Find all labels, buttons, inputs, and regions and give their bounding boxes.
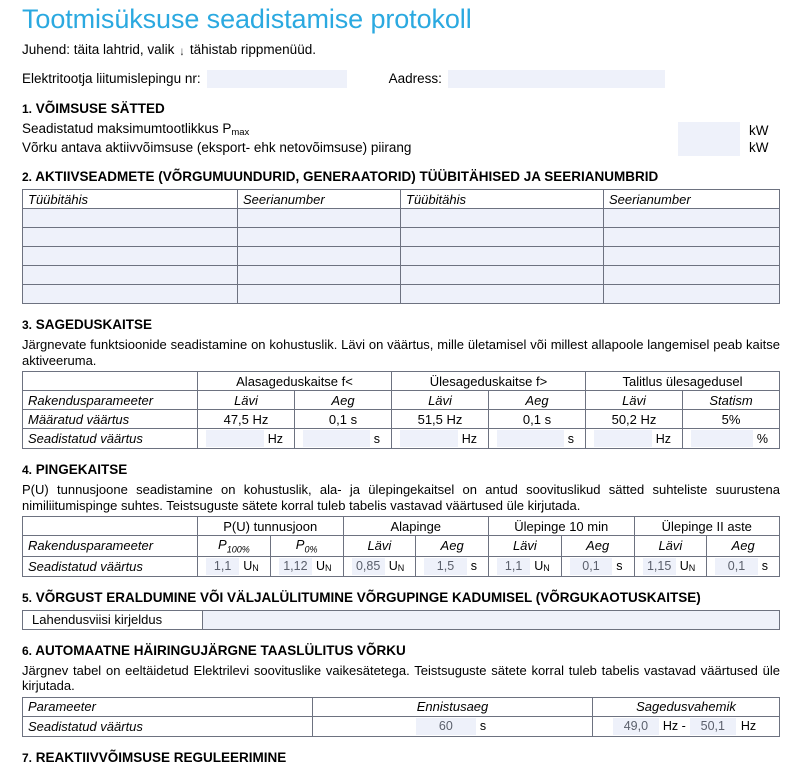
volt-param-header-p100 [198,536,271,557]
unit-subscript: N [397,563,405,574]
volt-param-header: Aeg [561,536,634,557]
value-unit-wrap [203,430,289,447]
export-limit-input[interactable] [678,139,740,156]
volt-group-undervoltage: Alapinge [343,517,489,536]
reconnect-header-restore-time: Ennistusaeg [313,697,593,716]
guide-instruction [22,41,780,59]
equip-cell[interactable] [604,266,780,285]
table-header-row [23,697,780,716]
frequency-protection-table [22,371,780,449]
volt-corner-cell [23,517,198,536]
power-settings-block [22,122,780,156]
freq-group-under: Alasageduskaitse f< [198,372,392,391]
volt-set-unit: $U_N$ [315,559,332,574]
section-7-title: REAKTIIVVÕIMSUSE REGULEERIMINE [35,749,287,765]
freq-set-unit: s [373,431,380,446]
volt-set-cell[interactable] [634,556,707,576]
table-row[interactable] [23,285,780,304]
value-unit-wrap [300,430,386,447]
volt-set-input[interactable]: 1,12 [279,558,312,575]
section-2-heading [22,168,780,186]
value-unit-wrap [349,558,411,575]
volt-set-input[interactable]: 1,1 [206,558,239,575]
value-unit-wrap [276,558,338,575]
volt-set-input[interactable]: 1,5 [424,558,467,575]
guide-suffix-text: tähistab rippmenüüd. [189,42,316,57]
value-unit-wrap [421,558,483,575]
equip-cell[interactable] [401,266,604,285]
equip-cell[interactable] [401,228,604,247]
volt-set-unit: $U_N$ [679,559,696,574]
equip-header-serial-1: Seerianumber [238,190,401,209]
freq-range-from-unit: Hz - [662,719,686,734]
freq-set-input[interactable] [594,430,652,447]
pmax-label [22,120,249,141]
volt-group-pu-curve: P(U) tunnusjoon [198,517,344,536]
freq-set-label: Seadistatud väärtus [23,429,198,449]
volt-param-header-row [23,536,780,557]
unit-subscript: N [543,563,550,574]
section-1-heading [22,100,780,118]
section-3-note: Järgnevate funktsioonide seadistamine on kohustuslik. Lävi on väärtus, mille ületamisel või millest allapoole langemisel peab kaitse aktiveeruma. [22,337,780,368]
equip-cell[interactable] [238,266,401,285]
pmax-input[interactable] [678,122,740,139]
section-5-number: 5. [22,590,33,605]
guide-prefix-text: Juhend: täita lahtrid, valik [22,42,175,57]
table-header-row [23,190,780,209]
equip-cell[interactable] [238,247,401,266]
loss-of-mains-table [22,610,780,630]
section-5-title: VÕRGUST ERALDUMINE VÕI VÄLJALÜLITUMINE VÕRGUPINGE KADUMISEL (VÕRGUKAOTUSKAITSE) [35,589,701,605]
volt-set-unit: s [761,559,768,574]
value-unit-wrap [712,558,774,575]
freq-set-unit: Hz [267,431,283,446]
freq-required-value: 51,5 Hz [392,410,489,429]
freq-param-header: Lävi [586,391,683,410]
freq-required-value: 5% [683,410,780,429]
solution-description-label: Lahendusviisi kirjeldus [23,610,203,629]
table-row [23,610,780,629]
section-4-number: 4. [22,463,33,477]
range-wrap [598,718,774,735]
contract-number-label: Elektritootja liitumislepingu nr: [22,71,201,86]
voltage-protection-table [22,516,780,577]
freq-group-header-row [23,372,780,391]
dropdown-arrow-icon: ↓ [179,44,185,58]
contract-address-row [22,70,780,88]
volt-set-cell[interactable] [198,556,271,576]
freq-range-from-input[interactable]: 49,0 [613,718,659,735]
value-unit-wrap [318,718,587,735]
section-6-note: Järgnev tabel on eeltäidetud Elektrilevi soovituslike vaikesätetega. Teistsuguste sätete korral tuleb tabelis vastavad väärtused üle kirjutada. [22,662,780,694]
freq-param-label: Rakendusparameeter [23,391,198,410]
equip-cell[interactable] [23,266,238,285]
table-row[interactable] [23,209,780,228]
unit-subscript: N [252,563,259,574]
freq-range-to-input[interactable]: 50,1 [690,718,736,735]
freq-required-row [23,410,780,429]
equip-header-type-1: Tüübitähis [23,190,238,209]
equip-cell[interactable] [238,228,401,247]
unit-subscript: N [688,563,696,574]
freq-set-unit: % [756,431,768,446]
address-label: Aadress: [388,71,442,86]
value-unit-wrap [494,430,580,447]
export-limit-unit: kW [749,140,769,155]
freq-set-cell[interactable] [198,429,295,449]
volt-set-cell[interactable] [270,556,343,576]
p0-sub: 0% [304,544,318,555]
value-unit-wrap [567,558,629,575]
volt-set-unit: s [470,559,477,574]
freq-set-input[interactable] [206,430,264,447]
freq-param-header-row [23,391,780,410]
table-row[interactable] [23,228,780,247]
volt-set-input[interactable]: 1,1 [497,558,530,575]
volt-set-cell[interactable] [707,556,780,576]
section-5-heading [22,589,780,607]
freq-set-row [23,429,780,449]
restore-time-cell[interactable] [313,716,593,736]
equip-cell[interactable] [401,285,604,304]
volt-param-label: Rakendusparameeter [23,536,198,557]
freq-set-unit: Hz [655,431,671,446]
table-row [23,716,780,736]
freq-set-cell[interactable] [489,429,586,449]
value-unit-wrap [688,430,774,447]
freq-set-input[interactable] [400,430,458,447]
document-page [0,4,800,767]
freq-range-cell[interactable] [593,716,780,736]
freq-set-cell[interactable] [392,429,489,449]
section-7-heading [22,749,780,767]
pmax-subscript: max [231,127,250,138]
volt-group-overvoltage-10min: Ülepinge 10 min [489,517,635,536]
freq-set-cell[interactable] [683,429,780,449]
p0-base: P [295,537,305,552]
volt-param-header: Aeg [707,536,780,557]
volt-set-cell[interactable] [489,556,562,576]
reconnect-header-freq-range: Sagedusvahemik [593,697,780,716]
equip-cell[interactable] [401,247,604,266]
export-limit-label: Võrku antava aktiivvõimsuse (eksport- ehk netovõimsuse) piirang [22,140,412,155]
value-unit-wrap [640,558,702,575]
equip-cell[interactable] [604,228,780,247]
reconnect-set-label: Seadistatud väärtus [23,716,313,736]
value-unit-wrap [203,558,265,575]
freq-required-value: 0,1 s [489,410,586,429]
section-3-heading [22,316,780,334]
freq-param-header: Aeg [295,391,392,410]
freq-param-header: Lävi [392,391,489,410]
equip-cell[interactable] [238,209,401,228]
section-6-title: AUTOMAATNE HÄIRINGUJÄRGNE TAASLÜLITUS VÕRKU [35,642,406,658]
freq-set-unit: s [567,431,574,446]
section-2-title: AKTIIVSEADMETE (VÕRGUMUUNDURID, GENERAATORID) TÜÜBITÄHISED JA SEERIANUMBRID [35,169,659,184]
freq-corner-cell [23,372,198,391]
equip-cell[interactable] [23,285,238,304]
equip-cell[interactable] [23,228,238,247]
table-row[interactable] [23,247,780,266]
section-1-title: VÕIMSUSE SÄTTED [35,101,165,116]
freq-param-header: Aeg [489,391,586,410]
section-4-heading [22,461,780,479]
section-1-number: 1. [22,102,33,116]
volt-set-label: Seadistatud väärtus [23,556,198,576]
table-row[interactable] [23,266,780,285]
equip-cell[interactable] [238,285,401,304]
volt-param-header: Lävi [634,536,707,557]
volt-set-unit: $U_N$ [243,559,259,574]
freq-set-input[interactable] [691,430,753,447]
equip-header-serial-2: Seerianumber [604,190,780,209]
freq-param-header: Statism [683,391,780,410]
unit-subscript: N [325,563,332,574]
volt-set-input[interactable]: 0,1 [570,558,613,575]
freq-range-to-unit: Hz [740,719,757,734]
freq-set-input[interactable] [303,430,370,447]
freq-param-header: Lävi [198,391,295,410]
volt-set-cell[interactable] [561,556,634,576]
power-row-pmax [22,122,780,139]
value-unit-wrap [397,430,483,447]
solution-description-input[interactable] [203,610,780,629]
equip-cell[interactable] [604,247,780,266]
pmax-label-text: Seadistatud maksimumtootlikkus P [22,121,232,136]
value-unit-wrap [494,558,556,575]
volt-set-row [23,556,780,576]
section-4-note: P(U) tunnusjoone seadistamine on kohustuslik, ala- ja ülepingekaitsel on antud soovituslikud sätted suhteliste suurustena nimiliitumispinge suhtes. Teistsuguste sätete korral tuleb tabelis vastavad väärtused üle kirjutada. [22,482,780,513]
freq-group-over: Ülesageduskaitse f> [392,372,586,391]
volt-set-cell[interactable] [343,556,416,576]
volt-set-input[interactable]: 0,1 [715,558,758,575]
volt-set-cell[interactable] [416,556,489,576]
freq-set-cell[interactable] [295,429,392,449]
volt-group-overvoltage-stage2: Ülepinge II aste [634,517,780,536]
section-7-number: 7. [22,750,33,765]
section-3-number: 3. [22,318,33,332]
freq-required-value: 47,5 Hz [198,410,295,429]
page-title: Tootmisüksuse seadistamise protokoll [22,4,472,34]
freq-set-input[interactable] [497,430,564,447]
section-6-number: 6. [22,643,33,658]
equip-cell[interactable] [23,247,238,266]
power-row-export-limit [22,139,780,156]
p100-sub: 100% [226,544,250,555]
p100-base: P [218,537,227,552]
pmax-unit: kW [749,123,769,138]
section-4-title: PINGEKAITSE [35,462,128,477]
restore-time-input[interactable]: 60 [416,718,476,735]
volt-param-header: Lävi [489,536,562,557]
volt-param-header-p0 [270,536,343,557]
freq-set-unit: Hz [461,431,477,446]
freq-required-value: 50,2 Hz [586,410,683,429]
freq-group-overfreq-operation: Talitlus ülesagedusel [586,372,780,391]
volt-set-input[interactable]: 1,15 [643,558,676,575]
volt-group-header-row [23,517,780,536]
volt-set-unit: $U_N$ [534,559,550,574]
value-unit-wrap [591,430,677,447]
equip-cell[interactable] [604,285,780,304]
address-input[interactable] [448,70,665,88]
volt-set-input[interactable]: 0,85 [352,558,385,575]
volt-param-header: Aeg [416,536,489,557]
reconnect-header-parameter: Parameeter [23,697,313,716]
equipment-table [22,189,780,304]
contract-number-input[interactable] [207,70,347,88]
equip-cell[interactable] [401,209,604,228]
equip-cell[interactable] [23,209,238,228]
equip-header-type-2: Tüübitähis [401,190,604,209]
freq-set-cell[interactable] [586,429,683,449]
equip-cell[interactable] [604,209,780,228]
restore-time-unit: s [479,719,487,734]
section-2-number: 2. [22,170,33,184]
section-6-heading [22,642,780,660]
volt-set-unit: s [616,559,623,574]
freq-required-value: 0,1 s [295,410,392,429]
volt-param-header: Lävi [343,536,416,557]
volt-set-unit: $U_N$ [388,559,405,574]
section-3-title: SAGEDUSKAITSE [35,317,153,332]
auto-reconnect-table [22,697,780,737]
freq-required-label: Määratud väärtus [23,410,198,429]
